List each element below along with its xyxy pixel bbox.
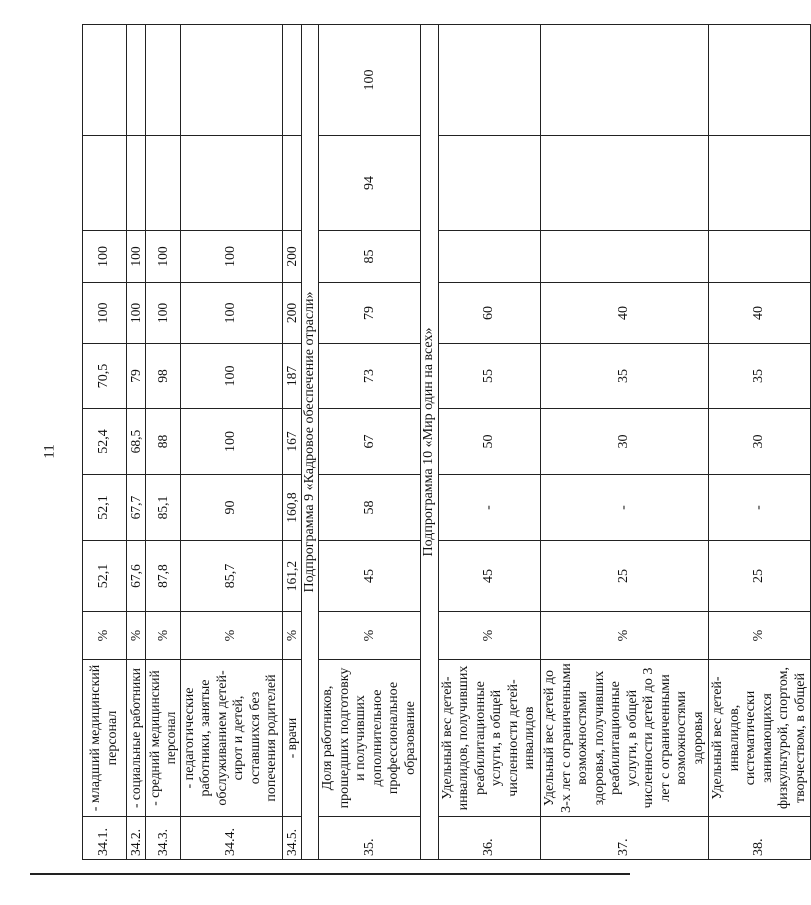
row-number: 34.5. [282, 817, 301, 860]
value-cell: 98 [145, 344, 180, 409]
value-cell: 30 [541, 409, 709, 475]
indicator-name: - младший медицинский персонал [83, 660, 127, 817]
value-cell: 87,8 [145, 541, 180, 612]
value-cell: 100 [180, 344, 282, 409]
value-cell: 55 [438, 344, 540, 409]
value-cell [438, 136, 540, 231]
value-cell: 90 [180, 475, 282, 541]
value-cell: 100 [127, 283, 146, 344]
value-cell [541, 231, 709, 283]
indicator-name: - врачи [282, 660, 301, 817]
indicator-name: - средний медицинский персонал [145, 660, 180, 817]
value-cell: 160,8 [282, 475, 301, 541]
table-row [282, 25, 301, 860]
value-cell: 52,1 [83, 541, 127, 612]
value-cell: 187 [282, 344, 301, 409]
row-number: 37. [541, 817, 709, 860]
row-number: 38. [709, 817, 811, 860]
indicator-name: Удельный вес детей-инвалидов, систематически занимающихся физкультурой, спортом, творчеством, в общей [709, 660, 811, 817]
unit-cell: % [83, 612, 127, 660]
unit-cell: % [145, 612, 180, 660]
row-number: 34.1. [83, 817, 127, 860]
value-cell [709, 25, 811, 136]
value-cell [127, 136, 146, 231]
unit-cell: % [709, 612, 811, 660]
indicator-name: - социальные работники [127, 660, 146, 817]
value-cell [541, 25, 709, 136]
value-cell: 85 [319, 231, 421, 283]
value-cell: 52,1 [83, 475, 127, 541]
value-cell: 100 [127, 231, 146, 283]
value-cell [145, 25, 180, 136]
value-cell [83, 136, 127, 231]
value-cell: 35 [709, 344, 811, 409]
row-number: 35. [319, 817, 421, 860]
value-cell [282, 136, 301, 231]
value-cell: 94 [319, 136, 421, 231]
page-number: 11 [41, 444, 58, 459]
value-cell: 25 [541, 541, 709, 612]
value-cell: 161,2 [282, 541, 301, 612]
value-cell [438, 231, 540, 283]
value-cell: 200 [282, 231, 301, 283]
value-cell [709, 231, 811, 283]
value-cell: 100 [83, 231, 127, 283]
value-cell: 79 [127, 344, 146, 409]
value-cell [282, 25, 301, 136]
indicator-name: - педагогические работники, занятые обслуживанием детей-сирот и детей, оставшихся без попечения родителей [180, 660, 282, 817]
value-cell [127, 25, 146, 136]
table-row [83, 25, 127, 860]
value-cell: 25 [709, 541, 811, 612]
row-number: 34.2. [127, 817, 146, 860]
value-cell: 100 [145, 283, 180, 344]
value-cell: 100 [319, 25, 421, 136]
indicator-table [82, 24, 811, 860]
section-title: Подпрограмма 9 «Кадровое обеспечение отрасли» [301, 25, 319, 860]
value-cell: 100 [180, 231, 282, 283]
unit-cell: % [319, 612, 421, 660]
unit-cell: % [180, 612, 282, 660]
table-row [180, 25, 282, 860]
unit-cell: % [127, 612, 146, 660]
section-title: Подпрограмма 10 «Мир один на всех» [421, 25, 439, 860]
value-cell: - [709, 475, 811, 541]
value-cell: 35 [541, 344, 709, 409]
value-cell: 60 [438, 283, 540, 344]
value-cell: - [438, 475, 540, 541]
value-cell: 45 [319, 541, 421, 612]
value-cell: 67,7 [127, 475, 146, 541]
table-row [438, 25, 540, 860]
unit-cell: % [541, 612, 709, 660]
value-cell: 85,7 [180, 541, 282, 612]
value-cell: 67,6 [127, 541, 146, 612]
value-cell: 85,1 [145, 475, 180, 541]
value-cell: 40 [709, 283, 811, 344]
bottom-rule [30, 873, 630, 875]
table-row [145, 25, 180, 860]
value-cell: 40 [541, 283, 709, 344]
table-row [709, 25, 811, 860]
value-cell: 100 [180, 409, 282, 475]
value-cell [709, 136, 811, 231]
value-cell: 45 [438, 541, 540, 612]
value-cell: 30 [709, 409, 811, 475]
value-cell: 67 [319, 409, 421, 475]
value-cell [145, 136, 180, 231]
row-number: 36. [438, 817, 540, 860]
section-row [421, 25, 439, 860]
value-cell [541, 136, 709, 231]
value-cell [438, 25, 540, 136]
value-cell: 79 [319, 283, 421, 344]
value-cell: - [541, 475, 709, 541]
table-body [83, 25, 811, 860]
row-number: 34.4. [180, 817, 282, 860]
table-row [541, 25, 709, 860]
value-cell: 68,5 [127, 409, 146, 475]
value-cell [180, 25, 282, 136]
value-cell: 100 [180, 283, 282, 344]
table-row [319, 25, 421, 860]
value-cell: 88 [145, 409, 180, 475]
unit-cell: % [282, 612, 301, 660]
table-row [127, 25, 146, 860]
value-cell [180, 136, 282, 231]
indicator-name: Доля работников, прошедших подготовку и получивших дополнительное профессиональное образование [319, 660, 421, 817]
row-number: 34.3. [145, 817, 180, 860]
value-cell: 58 [319, 475, 421, 541]
value-cell: 100 [145, 231, 180, 283]
value-cell: 167 [282, 409, 301, 475]
indicator-name: Удельный вес детей до 3-х лет с ограниченными возможностями здоровья, получивших реабилитационные услуги, в общей численности детей до 3 лет с ограниченными возможностями здоровья [541, 660, 709, 817]
value-cell: 52,4 [83, 409, 127, 475]
value-cell: 50 [438, 409, 540, 475]
value-cell: 70,5 [83, 344, 127, 409]
indicator-table-sheet [82, 25, 808, 860]
value-cell [83, 25, 127, 136]
value-cell: 73 [319, 344, 421, 409]
unit-cell: % [438, 612, 540, 660]
value-cell: 200 [282, 283, 301, 344]
value-cell: 100 [83, 283, 127, 344]
section-row [301, 25, 319, 860]
indicator-name: Удельный вес детей-инвалидов, получивших реабилитационные услуги, в общей численности детей-инвалидов [438, 660, 540, 817]
